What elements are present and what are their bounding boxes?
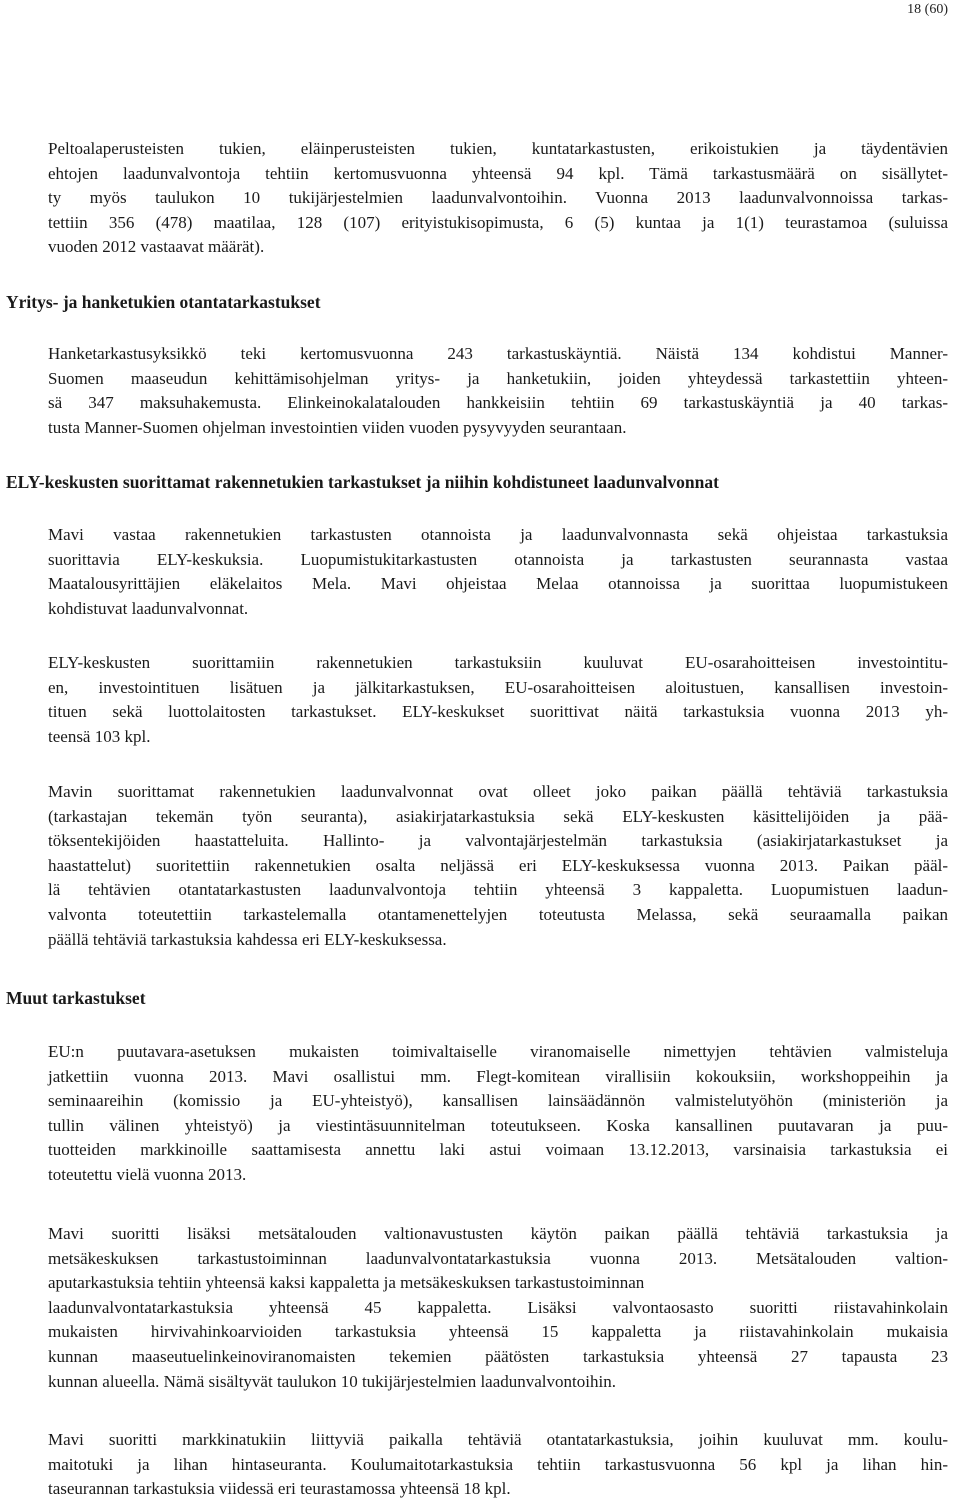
paragraph-markkinatuet (48, 1428, 948, 1502)
text-line: Mavi vastaa rakennetukien tarkastusten otannoista ja laadunvalvonnasta sekä ohjeistaa tarkastuksia (48, 525, 948, 544)
text-line: EU:n puutavara-asetuksen mukaisten toimivaltaiselle viranomaiselle nimettyjen tehtävien valmisteluja (48, 1042, 948, 1061)
text-line: tettiin 356 (478) maatilaa, 128 (107) erityistukisopimusta, 6 (5) kuntaa ja 1(1) teurastamoa (suluissa (48, 212, 948, 232)
text-line: teensä 103 kpl. (48, 726, 151, 746)
text-line: tusta Manner-Suomen ohjelman investointien viiden vuoden pysyvyyden seurantaan. (48, 417, 627, 437)
text-line: en, investointituen lisätuen ja jälkitarkastuksen, EU-osarahoitteisen aloitustuen, kansallisen investoin- (48, 677, 948, 697)
text-line: Suomen maaseudun kehittämisohjelman yritys- ja hanketukiin, joiden yhteydessä tarkastettiin yhteen- (48, 368, 948, 388)
paragraph-mavi-rakennetuet (48, 523, 948, 621)
text-line: sä 347 maksuhakemusta. Elinkeinokalatalouden hankkeisiin tehtiin 69 tarkastuskäyntiä ja 40 tarkas- (48, 393, 948, 413)
text-line: ehtojen laadunvalvontoja tehtiin kertomusvuonna yhteensä 94 kpl. Tämä tarkastusmäärä on sisällytet- (48, 163, 948, 183)
text-line: töksentekijöiden haastatteluita. Hallinto- ja valvontajärjestelmän tarkastuksia (asiakirjatarkastukset ja (48, 831, 948, 851)
text-line: jatkettiin vuonna 2013. Mavi osallistui mm. Flegt-komitean virallisiin kokouksiin, workshoppeihin ja (48, 1066, 948, 1086)
text-line: haastattelut) suoritettiin rakennetukien osalta neljässä eri ELY-keskuksessa vuonna 2013. Paikan pääl- (48, 855, 948, 875)
paragraph-puutavara-asetus (48, 1040, 948, 1188)
text-line: Mavi suoritti lisäksi metsätalouden valtionavustusten käytön paikan päällä tehtäviä tarkastuksia ja (48, 1224, 948, 1243)
heading-muut-tarkastukset: Muut tarkastukset (6, 988, 146, 1008)
text-line: kunnan alueella. Nämä sisältyvät taulukon 10 tukijärjestelmien laadunvalvontoihin. (48, 1371, 616, 1391)
text-line: seminaareihin (komissio ja EU-yhteistyö), kansallisen lainsäädännön valmistelutyöhön (ministeriön ja (48, 1091, 948, 1111)
text-line: aputarkastuksia tehtiin yhteensä kaksi kappaletta ja metsäkeskuksen tarkastustoiminnan (48, 1273, 645, 1293)
text-line: Mavin suorittamat rakennetukien laadunvalvonnat ovat olleet joko paikan päällä tehtäviä tarkastuksia (48, 782, 948, 801)
text-line: laadunvalvontatarkastuksia yhteensä 45 kappaletta. Lisäksi valvontaosasto suoritti riistavahinkolain (48, 1297, 948, 1317)
text-line: Maatalousyrittäjien eläkelaitos Mela. Mavi ohjeistaa Melaa otannoissa ja suorittaa luopumistukeen (48, 574, 948, 594)
text-line: metsäkeskuksen tarkastustoiminnan laadunvalvontatarkastuksia vuonna 2013. Metsätalouden valtion- (48, 1248, 948, 1268)
heading-yritys-hanketukien: Yritys- ja hanketukien otantatarkastukset (6, 292, 321, 312)
text-line: ELY-keskusten suorittamiin rakennetukien tarkastuksiin kuuluvat EU-osarahoitteisen investointitu- (48, 653, 948, 672)
text-line: maitotuki ja lihan hintaseuranta. Koulumaitotarkastuksia tehtiin tarkastusvuonna 56 kpl ja lihan hin- (48, 1454, 948, 1474)
paragraph-hanketarkastukset (48, 342, 948, 440)
text-line: valvonta toteutettiin tarkastelemalla otantamenettelyjen toteutusta Melassa, sekä seuraamalla paikan (48, 904, 948, 924)
paragraph-mavin-laadunvalvonnat (48, 780, 948, 952)
text-line: mukaisten hirvivahinkoarvioiden tarkastuksia yhteensä 15 kappaletta ja riistavahinkolain mukaisia (48, 1322, 948, 1342)
text-line: vuoden 2012 vastaavat määrät). (48, 237, 265, 257)
text-line: Mavi suoritti markkinatukiin liittyviä paikalla tehtäviä otantatarkastuksia, joihin kuuluvat mm. koulu- (48, 1430, 948, 1449)
text-line: tuotteiden markkinoille saattamisesta annettu laki astui voimaan 13.12.2013, varsinaisia tarkastuksia ei (48, 1140, 948, 1160)
text-line: kohdistuvat laadunvalvonnat. (48, 598, 249, 618)
text-line: tituen sekä luottolaitosten tarkastukset. ELY-keskukset suorittivat näitä tarkastuksia vuonna 2013 yh- (48, 702, 948, 722)
paragraph-ely-tarkastukset (48, 651, 948, 749)
heading-ely-keskusten: ELY-keskusten suorittamat rakennetukien tarkastukset ja niihin kohdistuneet laadunvalvonnat (6, 472, 719, 492)
page-number: 18 (60) (907, 2, 948, 17)
text-line: kunnan maaseutuelinkeinoviranomaisten tekemien päätösten tarkastuksia yhteensä 27 tapausta 23 (48, 1346, 948, 1366)
text-line: suorittavia ELY-keskuksia. Luopumistukitarkastusten otannoista ja tarkastusten seurannasta vastaa (48, 549, 948, 569)
text-line: taseurannan tarkastuksia viidessä eri teurastamossa yhteensä 18 kpl. (48, 1479, 511, 1499)
text-line: tullin välinen yhteistyö) ja viestintäsuunnitelman toteutukseen. Koska kansallinen puutavaran ja puu- (48, 1115, 948, 1135)
paragraph-metsatalous (48, 1222, 948, 1394)
text-line: lä tehtävien otantatarkastusten laadunvalvontoja tehtiin yhteensä 3 kappaletta. Luopumistuen laadun- (48, 880, 948, 900)
text-line: (tarkastajan tekemän työn seuranta), asiakirjatarkastuksia sekä ELY-keskusten käsittelijöiden ja pää- (48, 806, 948, 826)
text-line: ty myös taulukon 10 tukijärjestelmien laadunvalvontoihin. Vuonna 2013 laadunvalvonnoissa tarkas- (48, 188, 948, 208)
text-line: Hanketarkastusyksikkö teki kertomusvuonna 243 tarkastuskäyntiä. Näistä 134 kohdistui Manner- (48, 344, 948, 363)
text-line: päällä tehtäviä tarkastuksia kahdessa eri ELY-keskuksessa. (48, 929, 447, 949)
text-line: toteutettu vielä vuonna 2013. (48, 1164, 247, 1184)
paragraph-laadunvalvonnat (48, 137, 948, 260)
text-line: Peltoalaperusteisten tukien, eläinperusteisten tukien, kuntatarkastusten, erikoistukien ja täydentävien (48, 139, 948, 158)
